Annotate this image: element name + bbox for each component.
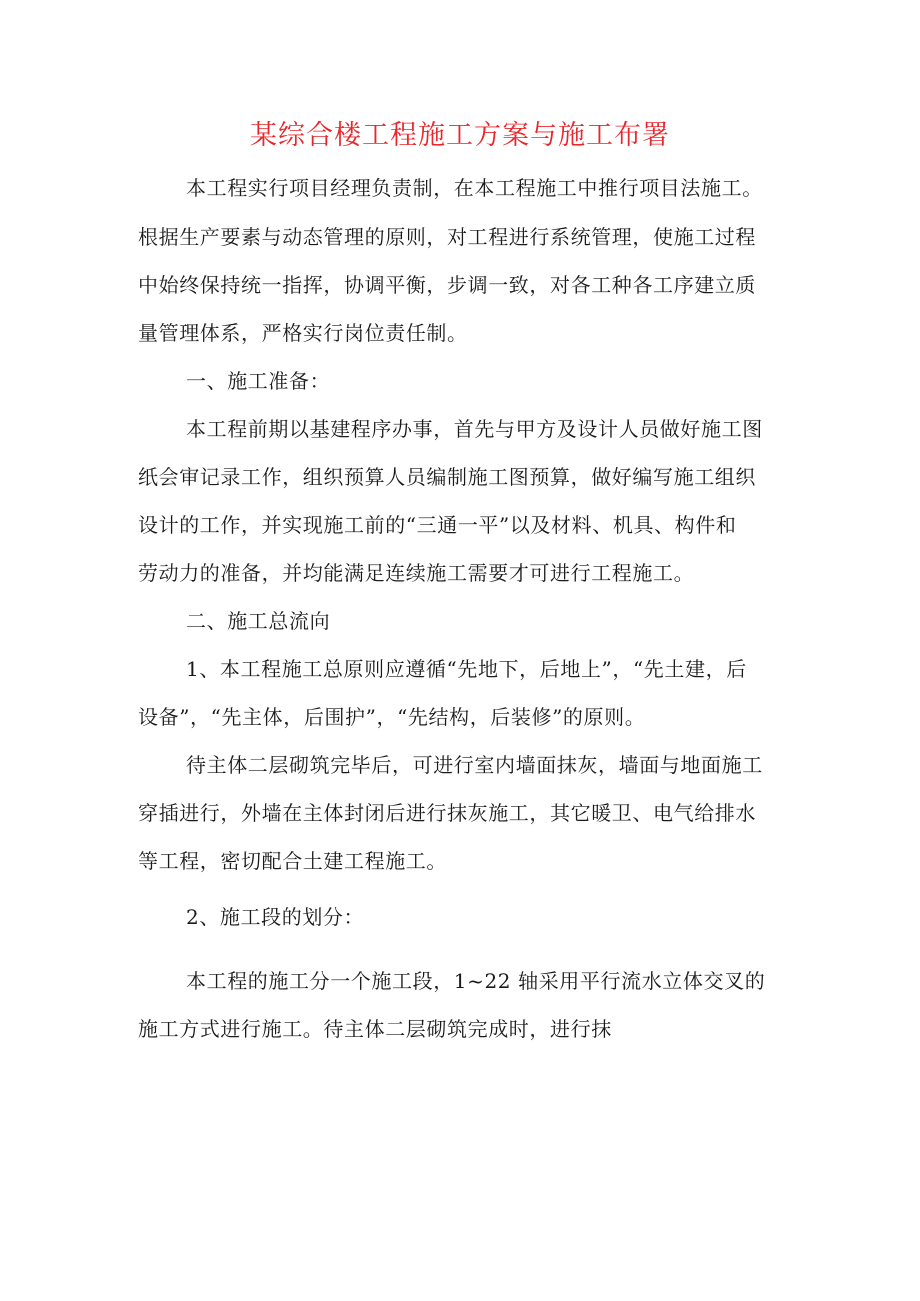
paragraph-5-line-2: 施工方式进行施工。待主体二层砌筑完成时，进行抹	[138, 1017, 612, 1041]
section-heading-3: 2、施工段的划分：	[186, 905, 365, 929]
paragraph-3-line-2: 设备”，“先主体，后围护”，“先结构，后装修”的原则。	[138, 705, 646, 729]
document-title: 某综合楼工程施工方案与施工布署	[250, 120, 670, 151]
paragraph-4-line-1: 待主体二层砌筑完毕后，可进行室内墙面抹灰，墙面与地面施工	[186, 753, 763, 777]
paragraph-4-line-2: 穿插进行，外墙在主体封闭后进行抹灰施工，其它暖卫、电气给排水	[138, 801, 756, 825]
paragraph-5-line-1: 本工程的施工分一个施工段，1~22 轴采用平行流水立体交叉的	[186, 969, 766, 993]
paragraph-1-line-2: 根据生产要素与动态管理的原则，对工程进行系统管理，使施工过程	[138, 225, 756, 249]
section-heading-2: 二、施工总流向	[186, 609, 331, 633]
paragraph-2-line-4: 劳动力的准备，并均能满足连续施工需要才可进行工程施工。	[138, 561, 695, 585]
paragraph-1-line-3: 中始终保持统一指挥，协调平衡，步调一致，对各工种各工序建立质	[138, 273, 756, 297]
paragraph-2-line-1: 本工程前期以基建程序办事，首先与甲方及设计人员做好施工图	[186, 417, 763, 441]
paragraph-3-line-1: 1、本工程施工总原则应遵循“先地下，后地上”，“先土建，后	[186, 657, 747, 681]
paragraph-1-line-1: 本工程实行项目经理负责制，在本工程施工中推行项目法施工。	[186, 176, 763, 200]
paragraph-1-line-4: 量管理体系，严格实行岗位责任制。	[138, 321, 468, 345]
section-heading-1: 一、施工准备：	[186, 369, 331, 393]
paragraph-4-line-3: 等工程，密切配合土建工程施工。	[138, 849, 447, 873]
paragraph-2-line-2: 纸会审记录工作，组织预算人员编制施工图预算，做好编写施工组织	[138, 465, 756, 489]
paragraph-2-line-3: 设计的工作，并实现施工前的“三通一平”以及材料、机具、构件和	[138, 513, 737, 537]
